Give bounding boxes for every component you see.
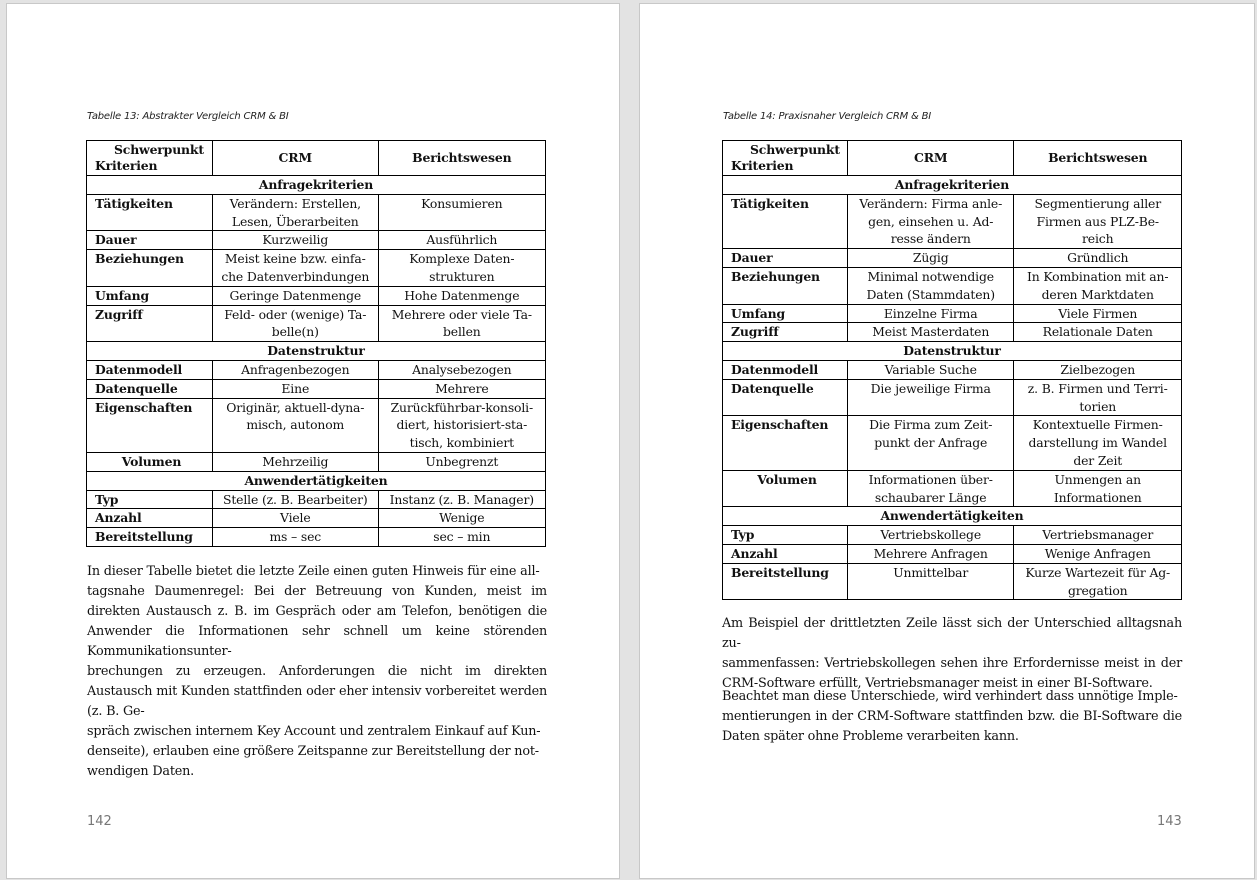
cell-crm: Zügig xyxy=(847,249,1013,268)
cell-bi: Unbegrenzt xyxy=(378,452,545,471)
cell-bi: Zurückführbar-konsoli- diert, historisiert-sta- tisch, kombiniert xyxy=(378,398,545,452)
table-row xyxy=(723,267,1182,304)
cell-bi: In Kombination mit an- deren Marktdaten xyxy=(1014,267,1182,304)
cell-crm: Meist keine bzw. einfa- che Datenverbindungen xyxy=(212,250,378,287)
cell-crm: Minimal notwendige Daten (Stammdaten) xyxy=(847,267,1013,304)
cell-bi: Gründlich xyxy=(1014,249,1182,268)
table-header-row xyxy=(723,141,1182,176)
table-header-row xyxy=(87,141,546,176)
row-criterion: Zugriff xyxy=(87,305,213,342)
row-criterion: Tätigkeiten xyxy=(87,194,213,231)
row-criterion: Eigenschaften xyxy=(723,416,848,470)
table-row xyxy=(87,528,546,547)
cell-crm: ms – sec xyxy=(212,528,378,547)
row-criterion: Umfang xyxy=(87,286,213,305)
comparison-table-14 xyxy=(722,140,1182,600)
document-page-143 xyxy=(639,3,1255,879)
row-criterion: Beziehungen xyxy=(723,267,848,304)
cell-crm: Verändern: Firma anle- gen, einsehen u. Ad- resse ändern xyxy=(847,194,1013,248)
row-criterion: Bereitstellung xyxy=(723,563,848,600)
header-berichtswesen: Berichtswesen xyxy=(1014,141,1182,176)
row-criterion: Eigenschaften xyxy=(87,398,213,452)
section-header: Anwendertätigkeiten xyxy=(723,507,1182,526)
cell-crm: Meist Masterdaten xyxy=(847,323,1013,342)
table-row xyxy=(723,470,1182,507)
table-row xyxy=(723,526,1182,545)
body-paragraph: In dieser Tabelle bietet die letzte Zeile einen guten Hinweis für eine all- tagsnahe Daumenregel: Bei der Betreuung von Kunden, meist im direkten Austausch z. B. im Gespräch oder am Telefon, benötigen die Anwender die Informationen sehr schnell um keine störenden Kommunikationsunter- brechungen zu erzeugen. Anforderungen die nicht im direkten Austausch mit Kunden stattfinden oder eher intensiv vorbereitet werden (z. B. Ge- spräch zwischen internem Key Account und zentralem Einkauf auf Kun- denseite), erlauben eine größere Zeitspanne zur Bereitstellung der not- wendigen Daten. xyxy=(87,564,547,779)
section-header: Datenstruktur xyxy=(723,342,1182,361)
row-criterion: Anzahl xyxy=(723,544,848,563)
table-row xyxy=(87,305,546,342)
table-row xyxy=(87,490,546,509)
cell-crm: Die jeweilige Firma xyxy=(847,379,1013,416)
body-paragraph: Beachtet man diese Unterschiede, wird verhindert dass unnötige Imple- mentierungen in der CRM-Software stattfinden bzw. die BI-Software die Daten später ohne Probleme verarbeiten kann. xyxy=(722,689,1182,744)
cell-bi: Hohe Datenmenge xyxy=(378,286,545,305)
cell-crm: Mehrere Anfragen xyxy=(847,544,1013,563)
table-row xyxy=(723,304,1182,323)
table-row xyxy=(87,360,546,379)
cell-bi: Konsumieren xyxy=(378,194,545,231)
table-row xyxy=(87,452,546,471)
cell-crm: Originär, aktuell-dyna- misch, autonom xyxy=(212,398,378,452)
section-header: Anwendertätigkeiten xyxy=(87,471,546,490)
cell-crm: Geringe Datenmenge xyxy=(212,286,378,305)
cell-crm: Mehrzeilig xyxy=(212,452,378,471)
section-header: Datenstruktur xyxy=(87,342,546,361)
table-row xyxy=(87,194,546,231)
cell-bi: Kontextuelle Firmen- darstellung im Wandel der Zeit xyxy=(1014,416,1182,470)
row-criterion: Dauer xyxy=(723,249,848,268)
body-paragraph: Am Beispiel der drittletzten Zeile lässt sich der Unterschied alltagsnah zu- sammenfassen: Vertriebskollegen sehen ihre Erfordernisse meist in der CRM-Software erfüllt, Vertriebsmanager meist in einer BI-Software. xyxy=(722,616,1182,691)
row-criterion: Zugriff xyxy=(723,323,848,342)
cell-bi: Vertriebsmanager xyxy=(1014,526,1182,545)
row-criterion: Typ xyxy=(87,490,213,509)
document-page-142 xyxy=(6,3,620,879)
header-berichtswesen: Berichtswesen xyxy=(378,141,545,176)
table-caption: Tabelle 14: Praxisnaher Vergleich CRM & BI xyxy=(723,111,931,122)
cell-bi: Relationale Daten xyxy=(1014,323,1182,342)
row-criterion: Typ xyxy=(723,526,848,545)
table-row xyxy=(723,563,1182,600)
header-criteria: Schwerpunkt Kriterien xyxy=(723,141,848,176)
table-row xyxy=(723,249,1182,268)
row-criterion: Beziehungen xyxy=(87,250,213,287)
section-header: Anfragekriterien xyxy=(87,176,546,195)
cell-crm: Unmittelbar xyxy=(847,563,1013,600)
cell-bi: Zielbezogen xyxy=(1014,360,1182,379)
row-criterion: Datenmodell xyxy=(723,360,848,379)
cell-crm: Die Firma zum Zeit- punkt der Anfrage xyxy=(847,416,1013,470)
row-criterion: Umfang xyxy=(723,304,848,323)
cell-crm: Viele xyxy=(212,509,378,528)
table-row xyxy=(723,194,1182,248)
table-row xyxy=(87,398,546,452)
table-row xyxy=(723,379,1182,416)
cell-bi: Wenige Anfragen xyxy=(1014,544,1182,563)
row-criterion: Datenmodell xyxy=(87,360,213,379)
header-crm: CRM xyxy=(847,141,1013,176)
table-row xyxy=(87,231,546,250)
cell-crm: Eine xyxy=(212,379,378,398)
cell-crm: Feld- oder (wenige) Ta- belle(n) xyxy=(212,305,378,342)
table-row xyxy=(87,286,546,305)
row-criterion: Anzahl xyxy=(87,509,213,528)
cell-bi: Wenige xyxy=(378,509,545,528)
row-criterion: Datenquelle xyxy=(87,379,213,398)
table-row xyxy=(723,416,1182,470)
row-criterion: Tätigkeiten xyxy=(723,194,848,248)
table-row xyxy=(87,250,546,287)
cell-crm: Anfragenbezogen xyxy=(212,360,378,379)
cell-bi: Ausführlich xyxy=(378,231,545,250)
table-row xyxy=(723,323,1182,342)
cell-bi: Mehrere xyxy=(378,379,545,398)
page-number: 143 xyxy=(1157,814,1182,829)
cell-bi: Komplexe Daten- strukturen xyxy=(378,250,545,287)
row-criterion: Dauer xyxy=(87,231,213,250)
table-row xyxy=(723,544,1182,563)
cell-bi: z. B. Firmen und Terri- torien xyxy=(1014,379,1182,416)
cell-bi: Viele Firmen xyxy=(1014,304,1182,323)
cell-crm: Verändern: Erstellen, Lesen, Überarbeiten xyxy=(212,194,378,231)
cell-crm: Informationen über- schaubarer Länge xyxy=(847,470,1013,507)
row-criterion: Volumen xyxy=(723,470,848,507)
row-criterion: Bereitstellung xyxy=(87,528,213,547)
cell-bi: Unmengen an Informationen xyxy=(1014,470,1182,507)
cell-crm: Stelle (z. B. Bearbeiter) xyxy=(212,490,378,509)
comparison-table-13 xyxy=(86,140,546,547)
cell-bi: Segmentierung aller Firmen aus PLZ-Be- reich xyxy=(1014,194,1182,248)
cell-bi: Mehrere oder viele Ta- bellen xyxy=(378,305,545,342)
cell-bi: Instanz (z. B. Manager) xyxy=(378,490,545,509)
cell-crm: Kurzweilig xyxy=(212,231,378,250)
header-criteria: Schwerpunkt Kriterien xyxy=(87,141,213,176)
table-row xyxy=(87,379,546,398)
cell-bi: Kurze Wartezeit für Ag- gregation xyxy=(1014,563,1182,600)
table-row xyxy=(723,360,1182,379)
header-crm: CRM xyxy=(212,141,378,176)
page-number: 142 xyxy=(87,814,112,829)
cell-crm: Variable Suche xyxy=(847,360,1013,379)
cell-bi: sec – min xyxy=(378,528,545,547)
table-row xyxy=(87,509,546,528)
section-header: Anfragekriterien xyxy=(723,176,1182,195)
cell-crm: Vertriebskollege xyxy=(847,526,1013,545)
row-criterion: Datenquelle xyxy=(723,379,848,416)
table-caption: Tabelle 13: Abstrakter Vergleich CRM & BI xyxy=(87,111,289,122)
cell-bi: Analysebezogen xyxy=(378,360,545,379)
cell-crm: Einzelne Firma xyxy=(847,304,1013,323)
row-criterion: Volumen xyxy=(87,452,213,471)
